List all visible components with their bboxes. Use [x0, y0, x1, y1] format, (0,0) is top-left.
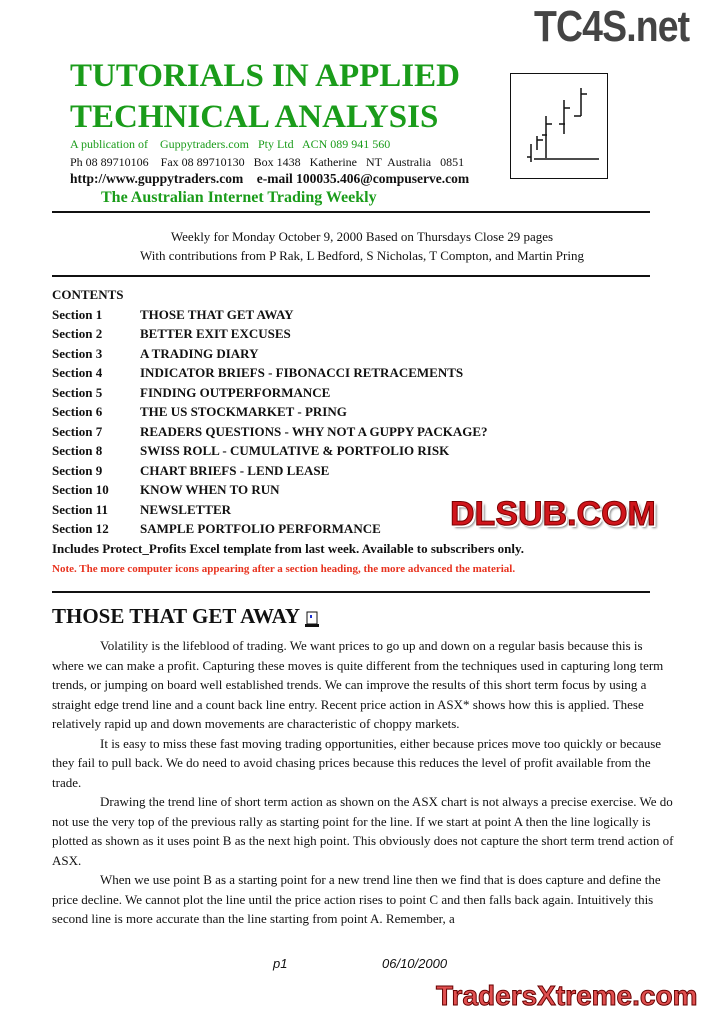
section-title: CHART BRIEFS - LEND LEASE: [140, 462, 330, 478]
contents-item: [52, 363, 524, 383]
advanced-note: Note. The more computer icons appearing after a section heading, the more advanced the material.: [52, 563, 516, 575]
section-title: THOSE THAT GET AWAY: [140, 306, 294, 322]
article-paragraph: It is easy to miss these fast moving trading opportunities, either because prices move too quickly or because they fail to pull back. We do need to avoid chasing prices because this reduces the level of profit available from the trade.: [52, 735, 662, 790]
section-number: Section 6: [52, 404, 103, 419]
divider: [52, 591, 650, 593]
contents-item: [52, 383, 524, 403]
article-paragraph: Drawing the trend line of short term action as shown on the ASX chart is not always a precise exercise. We do not use the very top of the previous rally as starting point for the line. If we start at point A then the line logically is plotted as shown as it uses point B as the next high point. This obviously does not capture the short term trend action of ASX.: [52, 794, 674, 868]
contributors-line: With contributions from P Rak, L Bedford, S Nicholas, T Compton, and Martin Pring: [140, 248, 584, 263]
divider: [52, 211, 650, 213]
includes-line: Includes Protect_Profits Excel template from last week. Available to subscribers only.: [52, 540, 525, 556]
web-email-line: http://www.guppytraders.com e-mail 100035.406@compuserve.com: [70, 171, 470, 186]
section-number: Section 7: [52, 423, 103, 439]
section-number: Section 5: [52, 384, 103, 400]
contents-item: [52, 344, 524, 364]
publisher-line: A publication of Guppytraders.com Pty Ltd ACN 089 941 560: [70, 137, 391, 151]
section-number: Section 2: [52, 326, 103, 341]
section-number: Section 8: [52, 443, 103, 458]
section-number: Section 10: [52, 482, 109, 497]
tagline: The Australian Internet Trading Weekly: [101, 189, 377, 206]
contents-heading: CONTENTS: [52, 287, 124, 302]
section-title: KNOW WHEN TO RUN: [140, 482, 280, 497]
page-number: p1: [273, 956, 288, 971]
section-title: NEWSLETTER: [140, 501, 232, 517]
contents-item: [52, 305, 524, 325]
section-number: Section 11: [52, 501, 108, 517]
page-date: 06/10/2000: [382, 956, 448, 971]
contents-item: [52, 402, 524, 422]
issue-line: Weekly for Monday October 9, 2000 Based on Thursdays Close 29 pages: [170, 229, 554, 244]
computer-icon: [304, 611, 320, 629]
watermark-logo-top: TC4S.net: [534, 2, 690, 51]
section-number: Section 4: [52, 365, 103, 380]
section-number: Section 3: [52, 345, 103, 361]
section-title: SWISS ROLL - CUMULATIVE & PORTFOLIO RISK: [140, 443, 450, 458]
section-number: Section 9: [52, 462, 103, 478]
contents-item: [52, 324, 524, 344]
section-title: INDICATOR BRIEFS - FIBONACCI RETRACEMENTS: [140, 365, 464, 380]
watermark-logo-bottom: TradersXtreme.com: [436, 980, 698, 1011]
section-title: READERS QUESTIONS - WHY NOT A GUPPY PACKAGE?: [140, 423, 488, 439]
contents-item: [52, 422, 524, 442]
watermark-logo-middle: DLSUB.COM: [450, 495, 656, 533]
article-paragraph: Volatility is the lifeblood of trading. We want prices to go up and down on a regular basis because this is where we can make a profit. Capturing these moves is quite different from the techniques used in capturing long term trends, or jumping on board well established trends. We can improve the results of this short term focus by using a straight edge trend line and a count back line entry. Recent price action in ASX* shows how this is applied. These relatively rapid up and down movements are characteristic of choppy markets.: [52, 638, 664, 731]
section-title: FINDING OUTPERFORMANCE: [140, 384, 331, 400]
section-title: A TRADING DIARY: [140, 345, 259, 361]
bar-chart-logo: [510, 73, 608, 179]
contents-list: [52, 285, 524, 580]
publication-title: TUTORIALS IN APPLIED TECHNICAL ANALYSIS: [70, 58, 460, 135]
article-heading: THOSE THAT GET AWAY: [52, 604, 320, 629]
section-number: Section 1: [52, 306, 103, 322]
section-title: SAMPLE PORTFOLIO PERFORMANCE: [140, 521, 381, 536]
section-number: Section 12: [52, 521, 109, 536]
article-body: [52, 636, 674, 929]
divider: [52, 275, 650, 277]
article-paragraph: When we use point B as a starting point for a new trend line then we find that is does capture and define the price decline. We cannot plot the line until the price action rises to point C and then falls back again. Intuitively this second line is more accurate than the line starting from point A. Remember, a: [52, 872, 661, 926]
section-title: THE US STOCKMARKET - PRING: [140, 404, 347, 419]
contents-item: [52, 441, 524, 461]
contact-line: Ph 08 89710106 Fax 08 89710130 Box 1438 Katherine NT Australia 0851: [70, 155, 465, 169]
section-title: BETTER EXIT EXCUSES: [140, 326, 291, 341]
contents-item: [52, 461, 524, 481]
bar-chart-logo-icon: [511, 74, 607, 178]
